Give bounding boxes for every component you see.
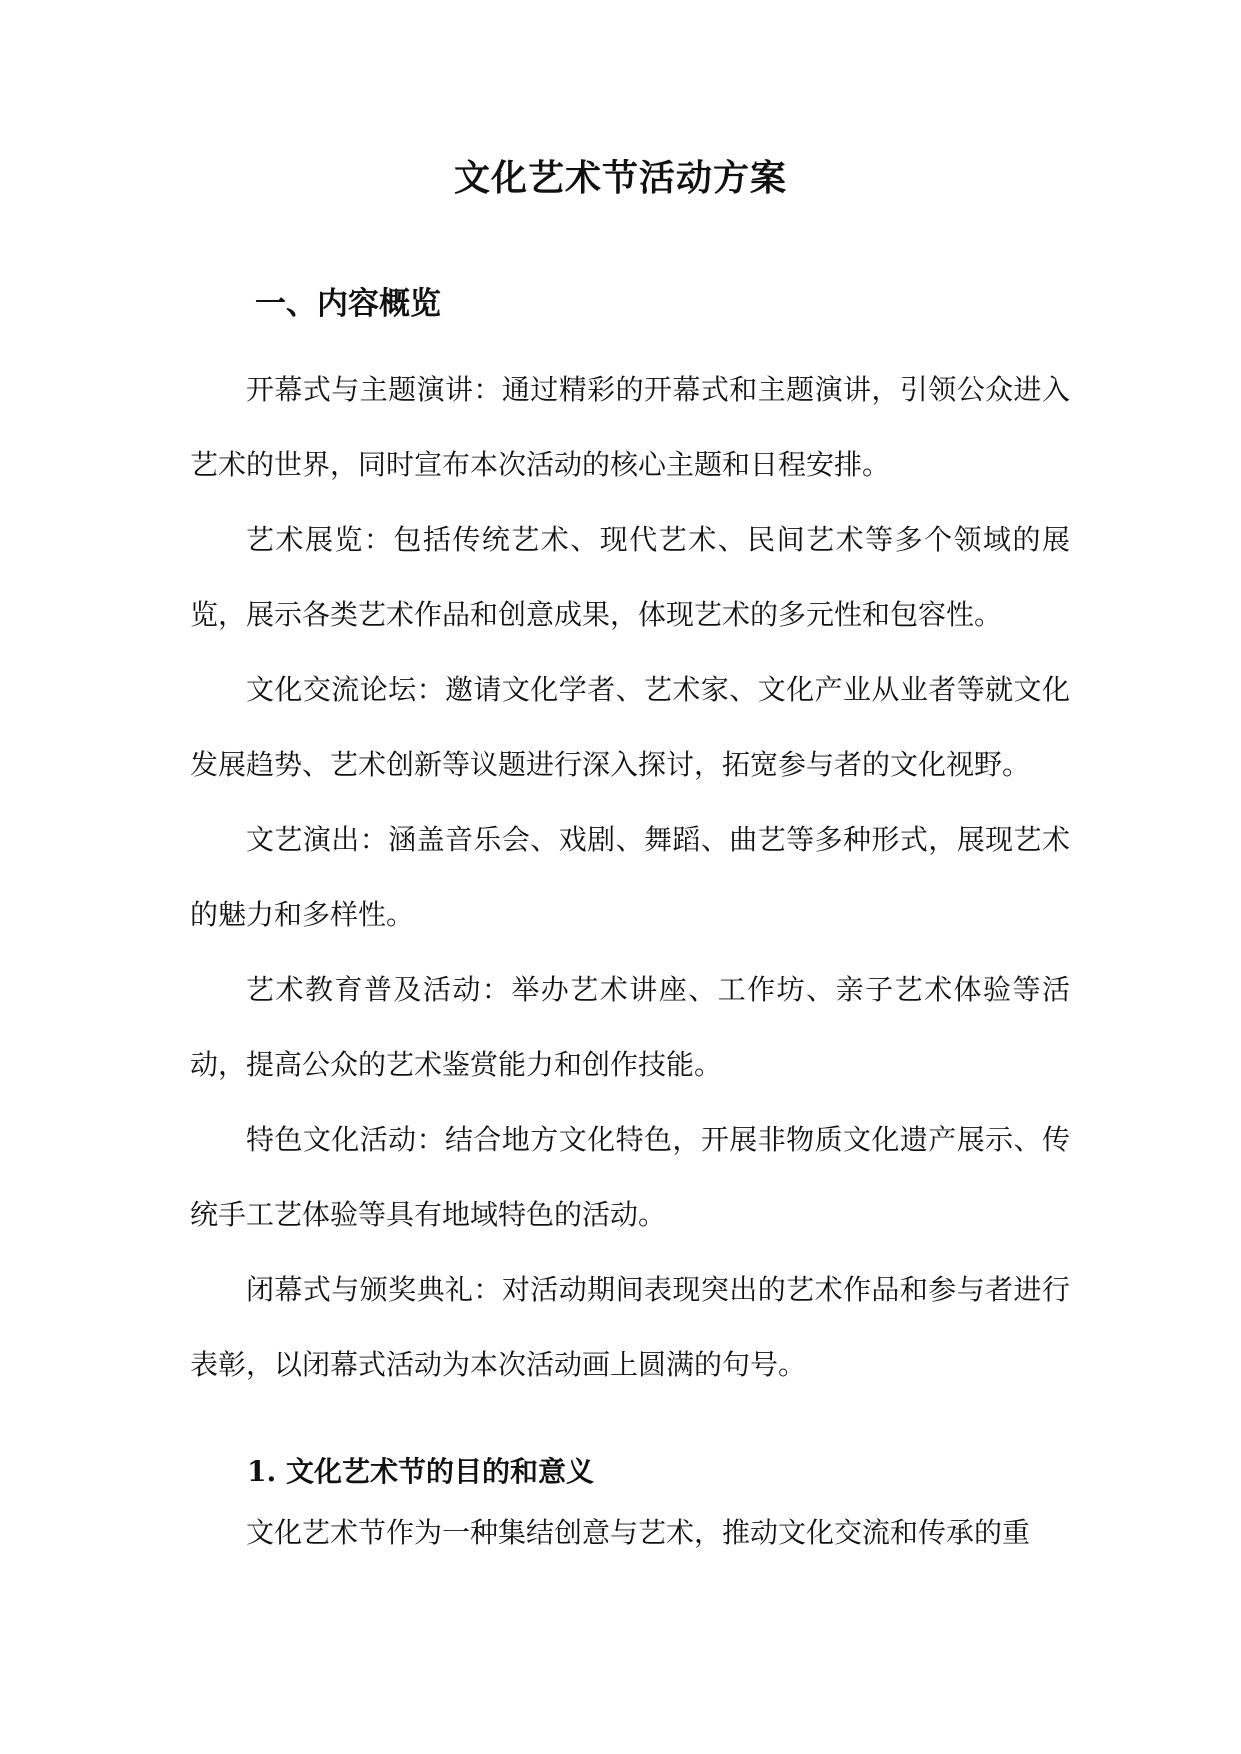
paragraph-art-exhibition: 艺术展览：包括传统艺术、现代艺术、民间艺术等多个领域的展览，展示各类艺术作品和创意成果，体现艺术的多元性和包容性。 (190, 523, 1070, 631)
document-title: 文化艺术节活动方案 (453, 157, 787, 199)
paragraph-opening-ceremony: 开幕式与主题演讲：通过精彩的开幕式和主题演讲，引领公众进入艺术的世界，同时宣布本次活动的核心主题和日程安排。 (190, 373, 1070, 481)
paragraph-featured-activities: 特色文化活动：结合地方文化特色，开展非物质文化遗产展示、传统手工艺体验等具有地域特色的活动。 (190, 1123, 1070, 1231)
paragraph-art-education: 艺术教育普及活动：举办艺术讲座、工作坊、亲子艺术体验等活动，提高公众的艺术鉴赏能力和创作技能。 (190, 973, 1070, 1081)
section-heading-purpose: 1. 文化艺术节的目的和意义 (247, 1455, 594, 1488)
paragraph-performances: 文艺演出：涵盖音乐会、戏剧、舞蹈、曲艺等多种形式，展现艺术的魅力和多样性。 (190, 823, 1070, 931)
section-heading-overview: 一、内容概览 (255, 286, 441, 322)
paragraph-closing-ceremony: 闭幕式与颁奖典礼：对活动期间表现突出的艺术作品和参与者进行表彰，以闭幕式活动为本次活动画上圆满的句号。 (190, 1273, 1070, 1381)
paragraph-culture-forum: 文化交流论坛：邀请文化学者、艺术家、文化产业从业者等就文化发展趋势、艺术创新等议题进行深入探讨，拓宽参与者的文化视野。 (190, 673, 1070, 781)
paragraph-purpose-intro: 文化艺术节作为一种集结创意与艺术，推动文化交流和传承的重 (246, 1516, 1031, 1549)
